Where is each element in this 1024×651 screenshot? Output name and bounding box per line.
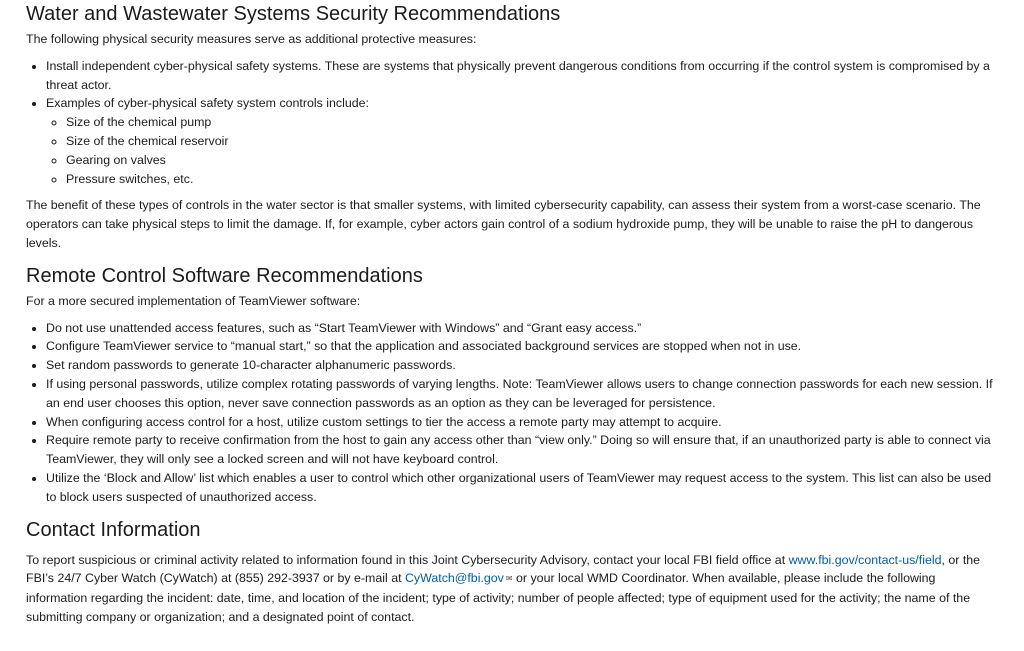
external-link-icon: ✉ [505,574,513,584]
water-bullet-list [26,57,1000,189]
water-closing: The benefit of these types of controls in the water sector is that smaller systems, with limited cybersecurity capability, can assess their system from a worst-case scenario. The operators can take physical steps to limit the damage. If, for example, cyber actors gain control of a sodium hydroxide pump, they will be unable to raise the pH to dangerous levels. [26,198,981,250]
advisory-page [0,1,1024,627]
remote-intro: For a more secured implementation of TeamViewer software: [26,293,361,308]
water-heading: Water and Wastewater Systems Security Recommendations [26,3,561,25]
list-item: • Configure TeamViewer service to “manual start,” so that the application and associated background services are stopped when not in use. [46,337,1000,356]
water-sub-list [46,113,1000,188]
sub-list-item: ◦ Size of the chemical reservoir [66,132,1000,151]
contact-heading: Contact Information [26,518,201,541]
fbi-field-office-link[interactable]: www.fbi.gov/contact-us/field [788,552,942,567]
list-item: • Set random passwords to generate 10-character alphanumeric passwords. [46,356,1000,375]
list-item: • When configuring access control for a host, utilize custom settings to tier the access a remote party may attempt to acquire. [46,413,1000,432]
sub-list-item: ◦ Pressure switches, etc. [66,170,1000,189]
remote-heading: Remote Control Software Recommendations [26,264,423,287]
list-item-text: Examples of cyber-physical safety system controls include: [46,96,369,111]
contact-text-3: or your local WMD Coordinator. When available, please include the following information regarding the incident: date, time, and location of the incident; type of activity; number of people affected; type of equipment used for the activity; the name of the submitting company or organization; and a designated point of contact. [26,571,971,624]
sub-list-item: ◦ Size of the chemical pump [66,113,1000,132]
list-item [46,94,1000,188]
water-intro: The following physical security measures serve as additional protective measures: [26,32,477,46]
list-item: • Do not use unattended access features, such as “Start TeamViewer with Windows” and “Grant easy access.” [46,319,1000,338]
contact-text-2: , or the FBI’s 24/7 Cyber Watch (CyWatch) at (855) 292-3937 or by e-mail at [26,552,981,586]
list-item: • Require remote party to receive confirmation from the host to gain any access other than “view only.” Doing so will ensure that, if an unauthorized party is able to connect via TeamViewer, they will only see a locked screen and will not have keyboard control. [46,431,1000,469]
remote-bullet-list [26,319,1000,507]
contact-text-1: To report suspicious or criminal activity related to information found in this Joint Cybersecurity Advisory, contact your local FBI field office at [26,552,789,567]
cywatch-email-link[interactable]: CyWatch@fbi.gov [404,571,504,586]
contact-paragraph [26,551,1000,627]
sub-list-item: ◦ Gearing on valves [66,151,1000,170]
list-item: • Utilize the ‘Block and Allow’ list which enables a user to control which other organizational users of TeamViewer may request access to the system. This list can also be used to block users suspected of unauthorized access. [46,469,1000,507]
list-item: • Install independent cyber-physical safety systems. These are systems that physically prevent dangerous conditions from occurring if the control system is compromised by a threat actor. [46,57,1000,95]
list-item: • If using personal passwords, utilize complex rotating passwords of varying lengths. Note: TeamViewer allows users to change connection passwords for each new session. If an end user chooses this option, never save connection passwords as an option as they can be leveraged for persistence. [46,375,1000,413]
